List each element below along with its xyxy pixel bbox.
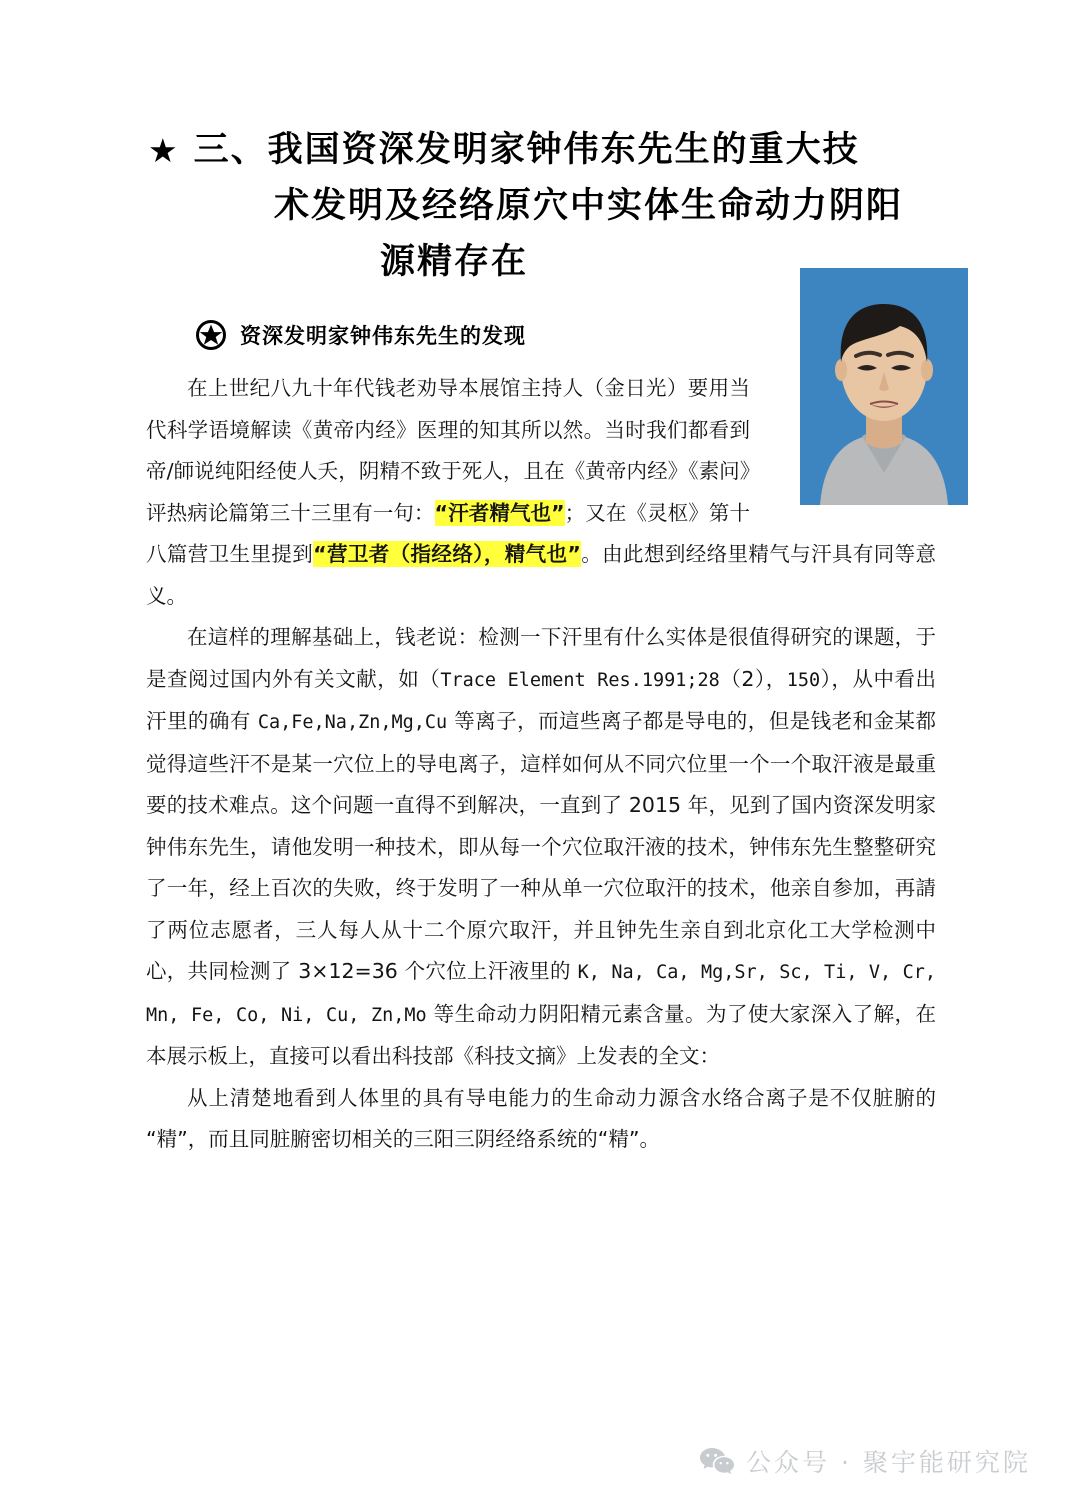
p2-element-list-2: K, Na, Ca, Mg,Sr, Sc, Ti, V, Cr, Mn, Fe, Co, Ni, Cu, Zn,Mo (146, 962, 936, 1026)
p2-segment-1: 在這样的理解基础上，钱老说：检测一下汗里有什么实体是很值得研究的课题，于是查阅过国内外有关文献，如（ (146, 625, 936, 691)
p2-segment-2: （2）， (719, 666, 787, 691)
p1-segment-2: ；又在《灵枢》第十八篇营卫生里提到 (146, 500, 751, 566)
section-heading-text: 资深发明家钟伟东先生的发现 (240, 324, 526, 348)
wechat-icon (700, 1446, 734, 1476)
p2-citation-1: Trace Element Res.1991;28 (440, 669, 720, 691)
page-title (148, 122, 938, 290)
p1-highlight-1: “汗者精气也” (434, 500, 565, 525)
p1-segment-1: 在上世纪八九十年代钱老劝导本展馆主持人（金日光）要用当代科学语境解读《黄帝内经》医理的知其所以然。当时我们都看到帝/師说纯阳经使人夭，阴精不致于死人，且在《黄帝内经》《素问》评热病论篇第三十三里有一句： (146, 376, 750, 525)
section-heading (196, 320, 526, 350)
paragraph-3: 从上清楚地看到人体里的具有导电能力的生命动力源含水络合离子是不仅脏腑的“精”，而且同脏腑密切相关的三阳三阴经络系统的“精”。 (146, 1085, 936, 1151)
p2-segment-4: 等离子，而這些离子都是导电的，但是钱老和金某都觉得這些汗不是某一穴位上的导电离子，這样如何从不同穴位里一个一个取汗液是最重要的技术难点。这个问题一直得不到解决，一直到了 2015 年，见到了国内资深发明家钟伟东先生，请他发明一种技术，即从每一个穴位取汗液的技术，钟伟东先生整整研究了一年，经上百次的失败，终于发明了一种从单一穴位取汗的技术，他亲自参加，再請了两位志愿者，三人每人从十二个原穴取汗，并且钟先生亲自到北京化工大学检测中心，共同检测了 3×12=36 个穴位上汗液里的 (146, 709, 936, 983)
title-line-1 (148, 122, 938, 178)
circled-star-icon (196, 320, 226, 350)
p1-highlight-2: “营卫者（指经络），精气也” (313, 542, 581, 566)
title-line-2: 术发明及经络原穴中实体生命动力阴阳 (274, 186, 904, 226)
p2-element-list-1: Ca,Fe,Na,Zn,Mg,Cu (257, 712, 448, 733)
p2-segment-3: ），从中看出汗里的确有 (146, 666, 937, 733)
black-star-icon: ★ (148, 131, 180, 170)
footer-watermark-text: 公众号 · 聚宇能研究院 (746, 1448, 1031, 1477)
title-line-1-text: 三、我国资深发明家钟伟东先生的重大技 (193, 130, 860, 170)
title-line-3: 源精存在 (380, 242, 529, 282)
p2-segment-5: 等生命动力阴阳精元素含量。为了使大家深入了解，在本展示板上，直接可以看出科技部《科技文摘》上发表的全文： (146, 1001, 937, 1068)
paragraph-1 (146, 368, 936, 617)
p2-citation-page: 150 (786, 669, 821, 691)
p1-segment-3: 。由此想到经络里精气与汗具有同等意义。 (146, 542, 937, 608)
paragraph-2 (146, 617, 936, 1078)
footer-watermark (700, 1443, 1031, 1479)
document-body (146, 368, 936, 1161)
